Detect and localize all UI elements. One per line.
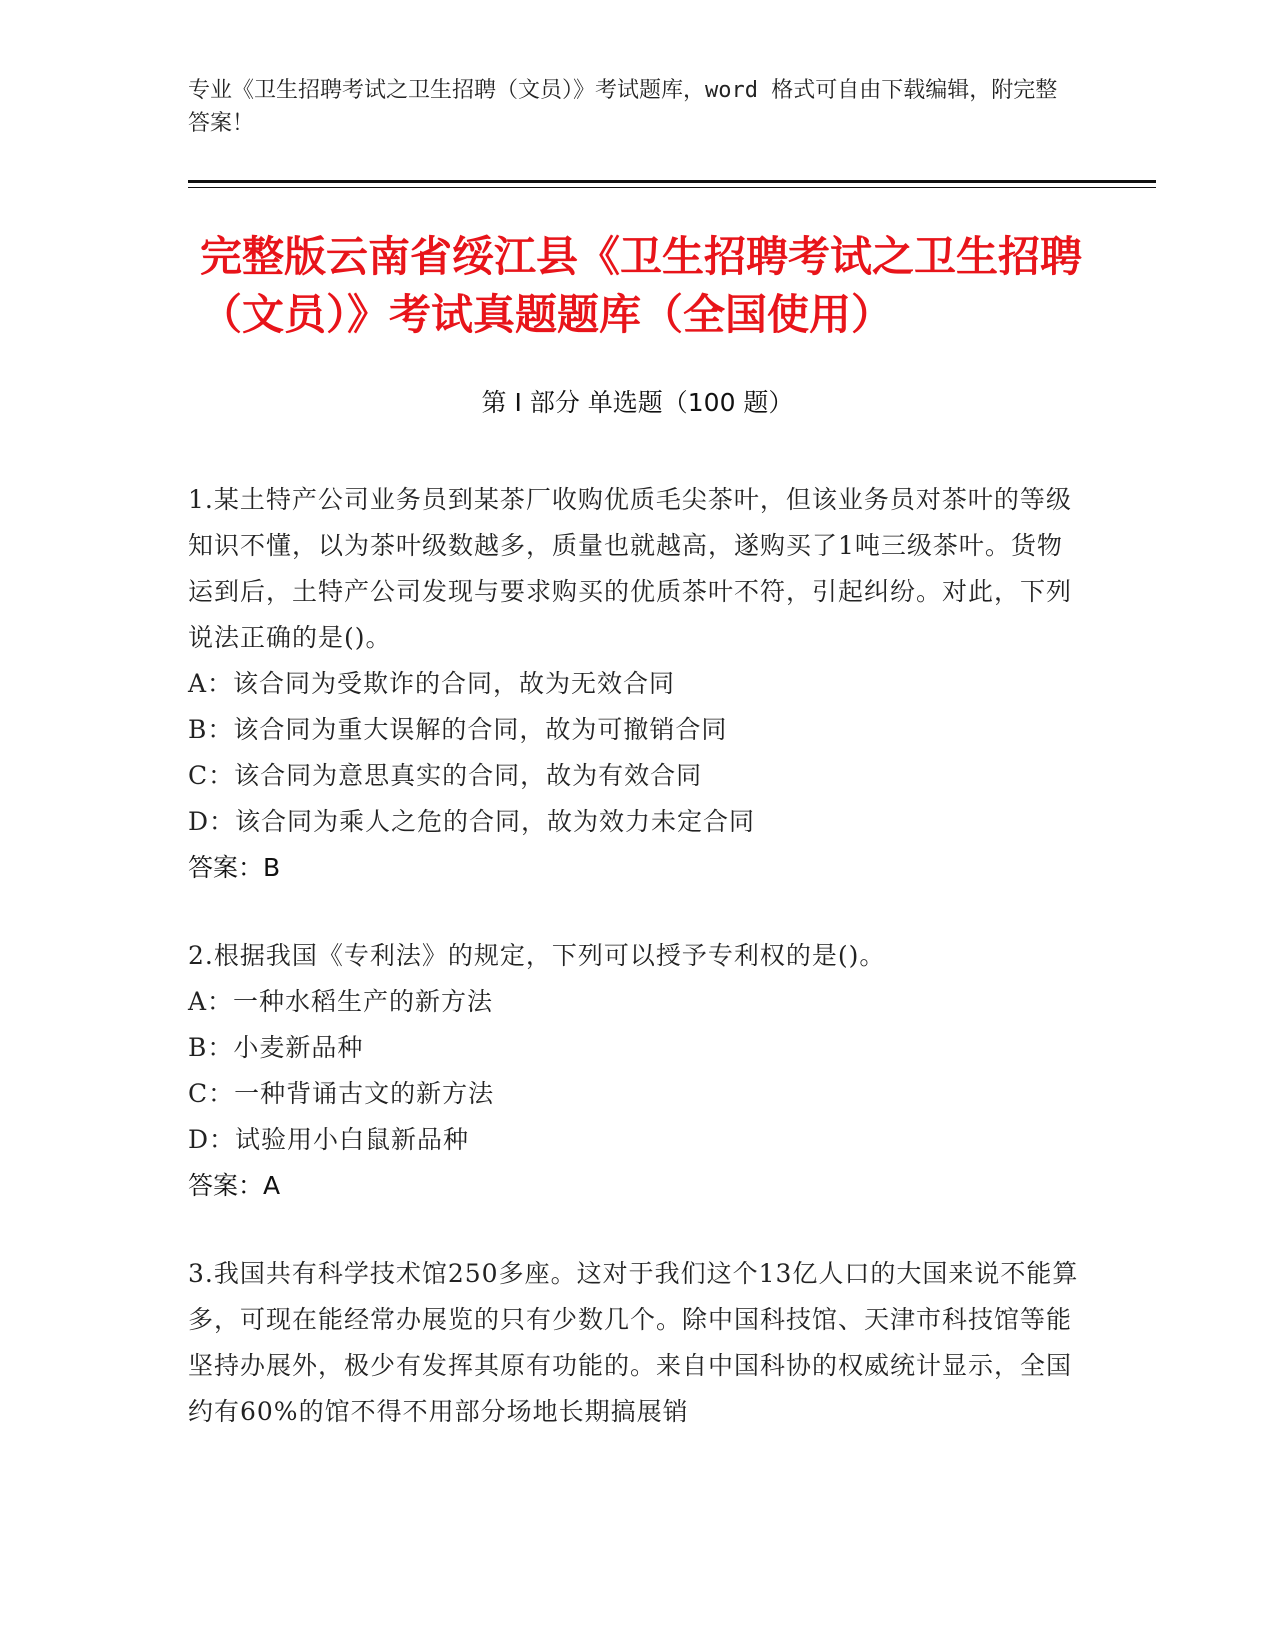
answer: 答案：B [188,853,281,882]
question-stem: 3.我国共有科学技术馆250多座。这对于我们这个13亿人口的大国来说不能算多，可现在能经常办展览的只有少数几个。除中国科技馆、天津市科技馆等能坚持办展外，极少有发挥其原有功能的。来自中国科协的权威统计显示，全国约有60%的馆不得不用部分场地长期搞展销 [188,1259,1079,1426]
option-d: D：该合同为乘人之危的合同，故为效力未定合同 [188,807,756,836]
option-c: C：该合同为意思真实的合同，故为有效合同 [188,761,703,790]
section-title: 第 I 部分 单选题（100 题） [481,388,794,417]
option-b: B：小麦新品种 [188,1033,364,1062]
option-b: B：该合同为重大误解的合同，故为可撤销合同 [188,715,728,744]
question-1 [188,477,1088,891]
question-stem: 2.根据我国《专利法》的规定，下列可以授予专利权的是()。 [188,941,886,970]
option-c: C：一种背诵古文的新方法 [188,1079,495,1108]
question-list [188,477,1088,1477]
question-3 [188,1251,1088,1435]
question-stem: 1.某土特产公司业务员到某茶厂收购优质毛尖茶叶，但该业务员对茶叶的等级知识不懂，以为茶叶级数越多，质量也就越高，遂购买了1吨三级茶叶。货物运到后，土特产公司发现与要求购买的优质茶叶不符，引起纠纷。对此，下列说法正确的是()。 [188,485,1073,652]
option-a: A：该合同为受欺诈的合同，故为无效合同 [188,669,676,698]
answer: 答案：A [188,1171,281,1200]
question-2 [188,933,1088,1209]
document-title: 完整版云南省绥江县《卫生招聘考试之卫生招聘（文员）》考试真题题库（全国使用） [200,232,1083,339]
header-divider-thick [188,180,1156,183]
option-d: D：试验用小白鼠新品种 [188,1125,470,1154]
header-note: 专业《卫生招聘考试之卫生招聘（文员）》考试题库，word 格式可自由下载编辑，附完整答案！ [188,78,1058,136]
header-divider-thin [188,187,1156,188]
option-a: A：一种水稻生产的新方法 [188,987,494,1016]
